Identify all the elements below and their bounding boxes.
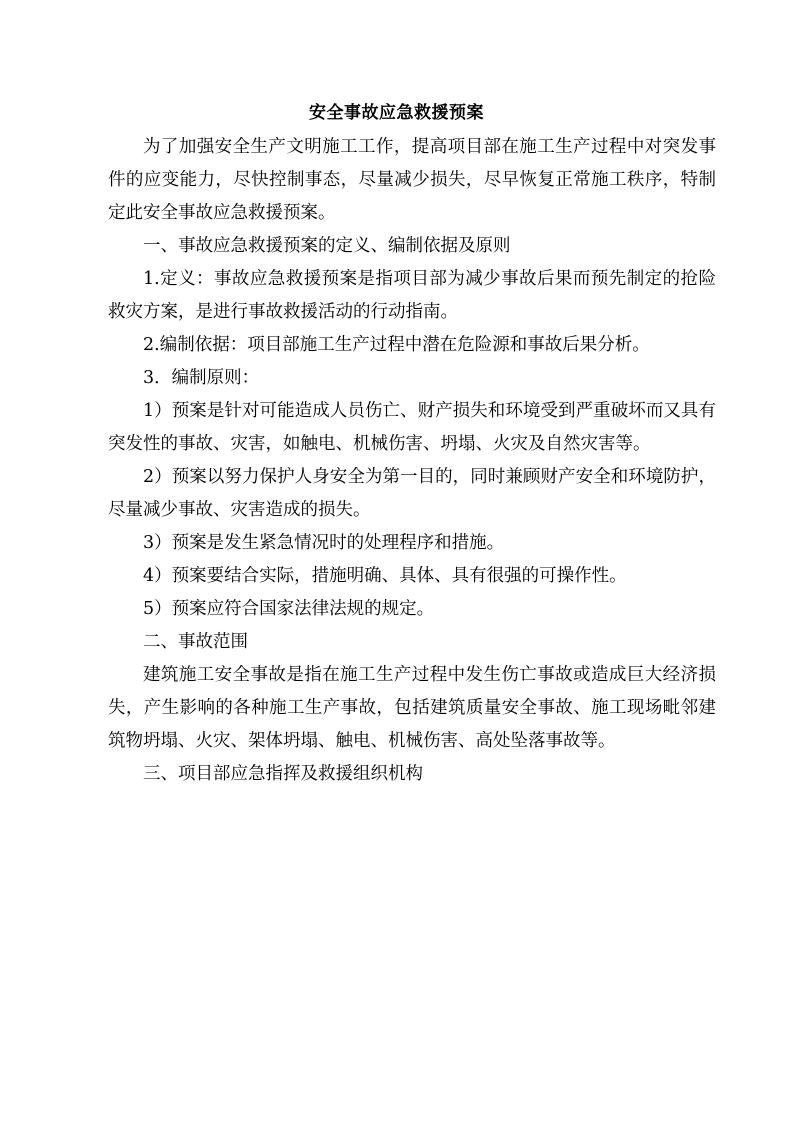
principle-item-1: 1）预案是针对可能造成人员伤亡、财产损失和环境受到严重破坏而又具有突发性的事故、灾害，如触电、机械伤害、坍塌、火灾及自然灾害等。	[108, 401, 716, 454]
section-heading-3: 三、项目部应急指挥及救援组织机构	[143, 764, 423, 784]
principle-item-4: 4）预案要结合实际，措施明确、具体、具有很强的可操作性。	[143, 566, 627, 586]
paragraph-basis: 2.编制依据：项目部施工生产过程中潜在危险源和事故后果分析。	[143, 335, 650, 355]
section-heading-1: 一、事故应急救援预案的定义、编制依据及原则	[143, 236, 511, 256]
principle-item-2: 2）预案以努力保护人身安全为第一目的，同时兼顾财产安全和环境防护，尽量减少事故、灾害造成的损失。	[108, 467, 716, 520]
principle-item-3: 3）预案是发生紧急情况时的处理程序和措施。	[143, 533, 505, 553]
paragraph-scope: 建筑施工安全事故是指在施工生产过程中发生伤亡事故或造成巨大经济损失，产生影响的各种施工生产事故，包括建筑质量安全事故、施工现场毗邻建筑物坍塌、火灾、架体坍塌、触电、机械伤害、高处坠落事故等。	[108, 665, 716, 751]
paragraph-intro: 为了加强安全生产文明施工工作，提高项目部在施工生产过程中对突发事件的应变能力，尽快控制事态，尽量减少损失，尽早恢复正常施工秩序，特制定此安全事故应急救援预案。	[108, 137, 716, 223]
paragraph-principles-heading: 3．编制原则：	[143, 368, 260, 388]
principle-item-5: 5）预案应符合国家法律法规的规定。	[143, 599, 435, 619]
paragraph-definition: 1.定义：事故应急救援预案是指项目部为减少事故后果而预先制定的抢险救灾方案，是进行事故救援活动的行动指南。	[108, 269, 716, 322]
section-heading-2: 二、事故范围	[143, 632, 248, 652]
document-title: 安全事故应急救援预案	[309, 103, 484, 123]
document-body	[108, 131, 716, 791]
